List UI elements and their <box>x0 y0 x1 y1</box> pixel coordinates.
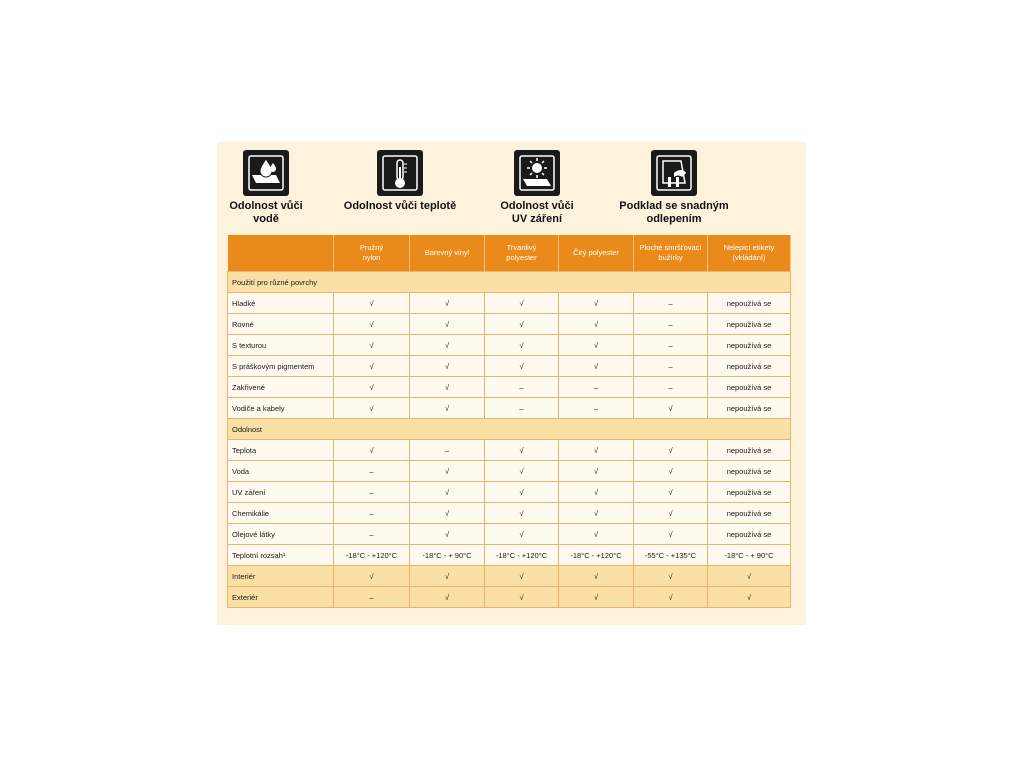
table-cell: √ <box>559 482 634 503</box>
table-cell: √ <box>634 587 708 608</box>
table-cell: √ <box>485 314 559 335</box>
table-cell: √ <box>485 566 559 587</box>
header-blank <box>228 235 334 272</box>
header-heat-shrink: Ploché smršťovací bužírky <box>634 235 708 272</box>
table-cell: – <box>634 314 708 335</box>
table-cell: √ <box>485 482 559 503</box>
table-cell: √ <box>410 356 485 377</box>
table-row <box>228 524 791 545</box>
table-cell: √ <box>410 461 485 482</box>
table-cell: nepoužívá se <box>708 293 791 314</box>
table-cell: √ <box>634 503 708 524</box>
table-cell: – <box>559 398 634 419</box>
table-cell: √ <box>410 503 485 524</box>
table-cell: √ <box>559 587 634 608</box>
table-cell: – <box>334 482 410 503</box>
section-title: Použití pro různé povrchy <box>228 272 791 293</box>
table-cell: √ <box>334 314 410 335</box>
table-cell: nepoužívá se <box>708 398 791 419</box>
table-cell: √ <box>634 524 708 545</box>
table-cell: √ <box>334 335 410 356</box>
table-row <box>228 377 791 398</box>
legend-temperature <box>335 150 465 213</box>
table-cell: – <box>634 293 708 314</box>
table-cell: √ <box>485 356 559 377</box>
table-cell: – <box>334 503 410 524</box>
table-cell: √ <box>334 356 410 377</box>
uv-sun-icon <box>514 150 560 196</box>
row-label: Chemikálie <box>228 503 334 524</box>
table-cell: √ <box>410 482 485 503</box>
table-cell: – <box>334 587 410 608</box>
table-row <box>228 398 791 419</box>
table-cell: -18°C - +120°C <box>559 545 634 566</box>
table-row <box>228 335 791 356</box>
header-colored-vinyl: Barevný vinyl <box>410 235 485 272</box>
table-cell: √ <box>410 335 485 356</box>
table-cell: √ <box>559 524 634 545</box>
table-cell: √ <box>634 440 708 461</box>
table-row <box>228 503 791 524</box>
table-cell: – <box>334 524 410 545</box>
table-cell: -18°C - + 90°C <box>410 545 485 566</box>
table-cell: √ <box>334 398 410 419</box>
legend-peel <box>609 150 739 226</box>
table-cell: √ <box>559 356 634 377</box>
table-row <box>228 545 791 566</box>
icon-legend <box>217 142 806 234</box>
header-durable-polyester: Trvanlivý polyester <box>485 235 559 272</box>
table-cell: √ <box>708 587 791 608</box>
row-label: Zakřivené <box>228 377 334 398</box>
table-cell: √ <box>559 566 634 587</box>
table-cell: √ <box>410 293 485 314</box>
table-cell: √ <box>334 377 410 398</box>
table-cell: -18°C - +120°C <box>485 545 559 566</box>
table-cell: √ <box>410 524 485 545</box>
table-cell: -18°C - +120°C <box>334 545 410 566</box>
table-cell: √ <box>708 566 791 587</box>
section-header-row <box>228 419 791 440</box>
table-header-row <box>228 235 791 272</box>
table-cell: nepoužívá se <box>708 377 791 398</box>
header-non-adhesive: Nelepicí etikety (vkládání) <box>708 235 791 272</box>
table-cell: √ <box>334 293 410 314</box>
table-row <box>228 440 791 461</box>
table-row <box>228 482 791 503</box>
table-cell: √ <box>559 314 634 335</box>
table-cell: √ <box>559 461 634 482</box>
table-row <box>228 293 791 314</box>
table-cell: nepoužívá se <box>708 356 791 377</box>
legend-peel-label: Podklad se snadným odlepením <box>619 200 729 225</box>
header-flexible-nylon: Pružný nylon <box>334 235 410 272</box>
table-cell: √ <box>410 377 485 398</box>
table-cell: – <box>485 398 559 419</box>
table-cell: √ <box>485 461 559 482</box>
legend-water-label: Odolnost vůči vodě <box>229 200 303 225</box>
section-title: Odolnost <box>228 419 791 440</box>
table-cell: -55°C - +135°C <box>634 545 708 566</box>
peel-label-icon <box>651 150 697 196</box>
table-cell: √ <box>485 503 559 524</box>
table-cell: √ <box>334 440 410 461</box>
legend-temperature-label: Odolnost vůči teplotě <box>343 200 457 212</box>
row-label: Olejové látky <box>228 524 334 545</box>
table-cell: √ <box>485 335 559 356</box>
table-cell: √ <box>634 482 708 503</box>
table-cell: √ <box>410 566 485 587</box>
water-resistance-icon <box>243 150 289 196</box>
row-label: Rovné <box>228 314 334 335</box>
table-cell: √ <box>410 314 485 335</box>
table-cell: – <box>485 377 559 398</box>
table-cell: √ <box>559 440 634 461</box>
row-label: Teplotní rozsah¹ <box>228 545 334 566</box>
table-cell: √ <box>485 440 559 461</box>
header-clear-polyester: Čirý polyester <box>559 235 634 272</box>
row-label: Exteriér <box>228 587 334 608</box>
table-cell: nepoužívá se <box>708 482 791 503</box>
table-cell: – <box>634 377 708 398</box>
row-label: Teplota <box>228 440 334 461</box>
table-cell: √ <box>410 398 485 419</box>
table-cell: √ <box>634 566 708 587</box>
table-cell: nepoužívá se <box>708 461 791 482</box>
table-cell: – <box>334 461 410 482</box>
table-cell: √ <box>634 461 708 482</box>
table-cell: – <box>634 335 708 356</box>
table-cell: nepoužívá se <box>708 440 791 461</box>
table-cell: √ <box>559 503 634 524</box>
table-cell: -18°C - + 90°C <box>708 545 791 566</box>
table-cell: √ <box>334 566 410 587</box>
table-row <box>228 566 791 587</box>
table-cell: nepoužívá se <box>708 503 791 524</box>
row-label: S texturou <box>228 335 334 356</box>
section-header-row <box>228 272 791 293</box>
legend-water <box>217 150 315 226</box>
table-cell: nepoužívá se <box>708 524 791 545</box>
table-cell: – <box>559 377 634 398</box>
table-cell: √ <box>410 587 485 608</box>
row-label: Vodiče a kabely <box>228 398 334 419</box>
table-cell: – <box>410 440 485 461</box>
row-label: Interiér <box>228 566 334 587</box>
table-cell: nepoužívá se <box>708 335 791 356</box>
product-comparison-panel <box>217 142 806 625</box>
table-row <box>228 461 791 482</box>
legend-uv-label: Odolnost vůči UV záření <box>500 200 574 225</box>
table-cell: √ <box>485 587 559 608</box>
row-label: S práškovým pigmentem <box>228 356 334 377</box>
table-cell: √ <box>559 293 634 314</box>
comparison-table <box>227 235 791 608</box>
table-row <box>228 587 791 608</box>
table-cell: √ <box>634 398 708 419</box>
table-cell: – <box>634 356 708 377</box>
table-row <box>228 356 791 377</box>
row-label: Hladké <box>228 293 334 314</box>
table-row <box>228 314 791 335</box>
table-cell: √ <box>485 293 559 314</box>
thermometer-icon <box>377 150 423 196</box>
table-cell: √ <box>559 335 634 356</box>
row-label: UV záření <box>228 482 334 503</box>
legend-uv <box>487 150 587 226</box>
row-label: Voda <box>228 461 334 482</box>
table-cell: nepoužívá se <box>708 314 791 335</box>
table-cell: √ <box>485 524 559 545</box>
